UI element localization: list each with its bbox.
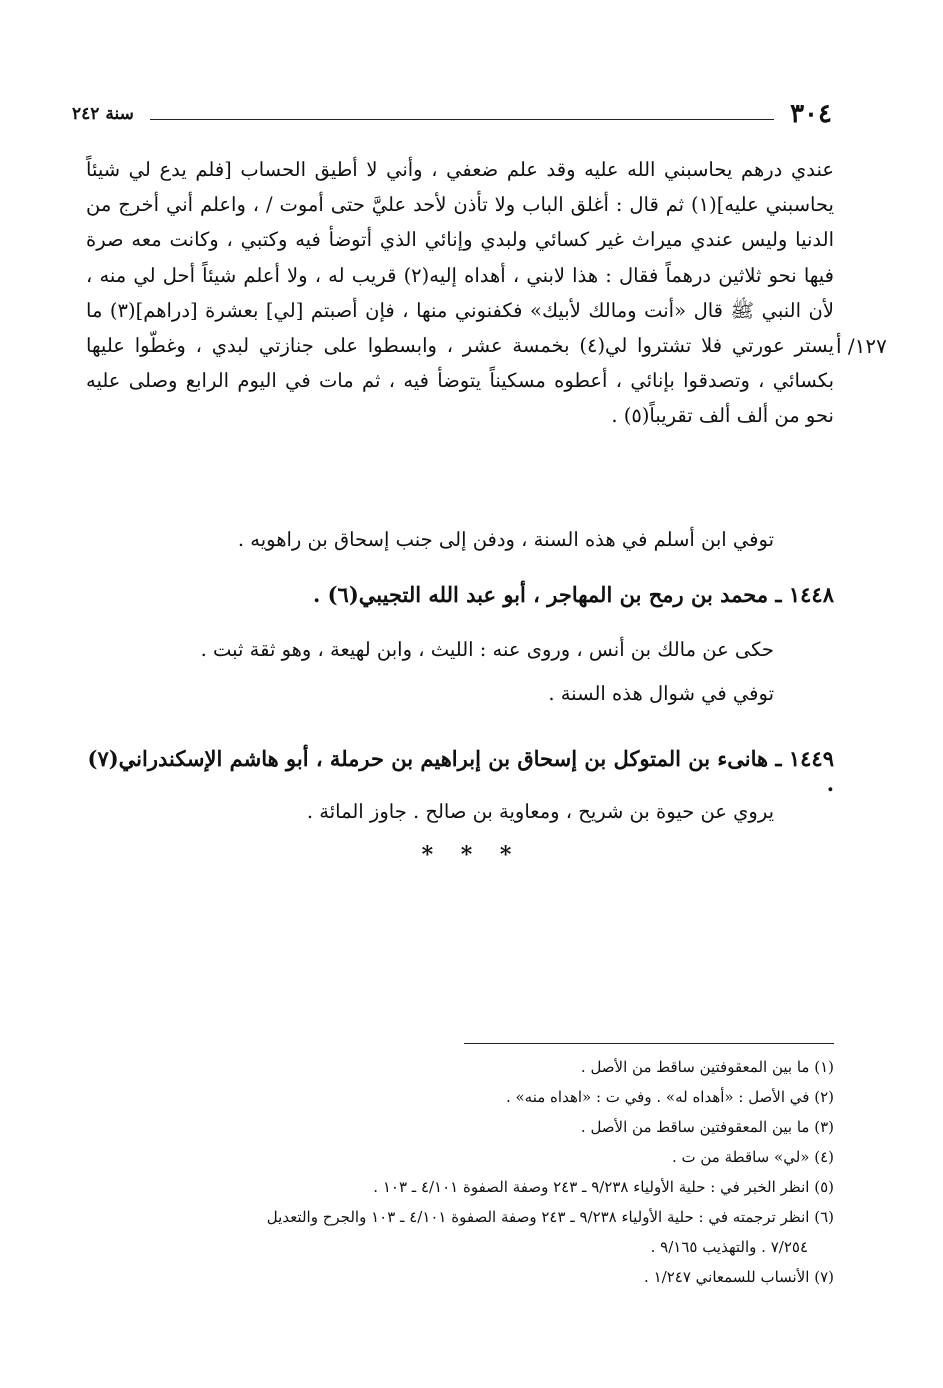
footnote-3: (٣) ما بين المعقوفتين ساقط من الأصل . bbox=[580, 1118, 834, 1136]
running-head: سنة ٢٤٢ bbox=[72, 104, 134, 124]
footnote-rule bbox=[464, 1043, 834, 1044]
footnote-1: (١) ما بين المعقوفتين ساقط من الأصل . bbox=[580, 1058, 834, 1076]
footnote-7: (٧) الأنساب للسمعاني ١/٢٤٧ . bbox=[644, 1268, 834, 1286]
page-number: ٣٠٤ bbox=[790, 99, 832, 129]
footnote-4: (٤) «لي» ساقطة من ت . bbox=[671, 1148, 834, 1166]
death-line: توفي ابن أسلم في هذه السنة ، ودفن إلى جنب إسحاق بن راهويه . bbox=[237, 528, 774, 551]
section-separator: * * * bbox=[421, 842, 522, 868]
footnote-6: (٦) انظر ترجمته في : حلية الأولياء ٩/٢٣٨ ـ ٢٤٣ وصفة الصفوة ٤/١٠١ ـ ١٠٣ والجرح والتعديل bbox=[266, 1208, 834, 1226]
main-paragraph: عندي درهم يحاسبني الله عليه وقد علم ضعفي ، وأني لا أطيق الحساب [فلم يدع لي شيئاً يحاسبني عليه](١) ثم قال : أغلق الباب ولا تأذن لأحد عليَّ حتى أموت / ، واعلم أني أخرج من الدنيا وليس عندي ميراث غير كسائي ولبدي وإنائي الذي أتوضأ فيه وكتبي ، وكانت معه صرة فيها نحو ثلاثين درهماً فقال : هذا لابني ، أهداه إليه(٢) قريب له ، ولا أعلم شيئاً أحل لي منه ، لأن النبي ﷺ قال «أنت ومالك لأبيك» فكفنوني منها ، فإن أصبتم [لي] بعشرة [دراهم](٣) ما يستر عورتي فلا تشتروا لي(٤) بخمسة عشر ، وابسطوا على جنازتي لبدي ، وغطّوا عليها بكسائي ، وتصدقوا بإنائي ، أعطوه مسكيناً يتوضأ فيه ، ثم مات في اليوم الرابع وصلى عليه نحو من ألف ألف تقريباً(٥) . bbox=[86, 158, 834, 428]
entry-1449-line-1: يروي عن حيوة بن شريح ، ومعاوية بن صالح . جاوز المائة . bbox=[306, 800, 774, 823]
margin-folio-note: ١٢٧/ أ bbox=[836, 334, 887, 358]
footnotes bbox=[86, 1052, 834, 1292]
header-rule bbox=[150, 119, 774, 120]
entry-heading-1448: ١٤٤٨ ـ محمد بن رمح بن المهاجر ، أبو عبد الله التجيبي(٦) . bbox=[312, 582, 834, 607]
page-header bbox=[72, 96, 832, 132]
entry-heading-1449: ١٤٤٩ ـ هانىء بن المتوكل بن إسحاق بن إبراهيم بن حرملة ، أبو هاشم الإسكندراني(٧) . bbox=[87, 746, 834, 796]
entry-1448-line-1: حكى عن مالك بن أنس ، وروى عنه : الليث ، وابن لهيعة ، وهو ثقة ثبت . bbox=[200, 638, 774, 661]
footnote-5: (٥) انظر الخبر في : حلية الأولياء ٩/٢٣٨ ـ ٢٤٣ وصفة الصفوة ٤/١٠١ ـ ١٠٣ . bbox=[373, 1178, 834, 1196]
entry-1448-line-2: توفي في شوال هذه السنة . bbox=[548, 682, 774, 705]
footnote-6-continued: ٧/٢٥٤ . والتهذيب ٩/١٦٥ . bbox=[650, 1238, 808, 1256]
footnote-2: (٢) في الأصل : «أهداه له» . وفي ت : «اهداه منه» . bbox=[505, 1088, 834, 1106]
